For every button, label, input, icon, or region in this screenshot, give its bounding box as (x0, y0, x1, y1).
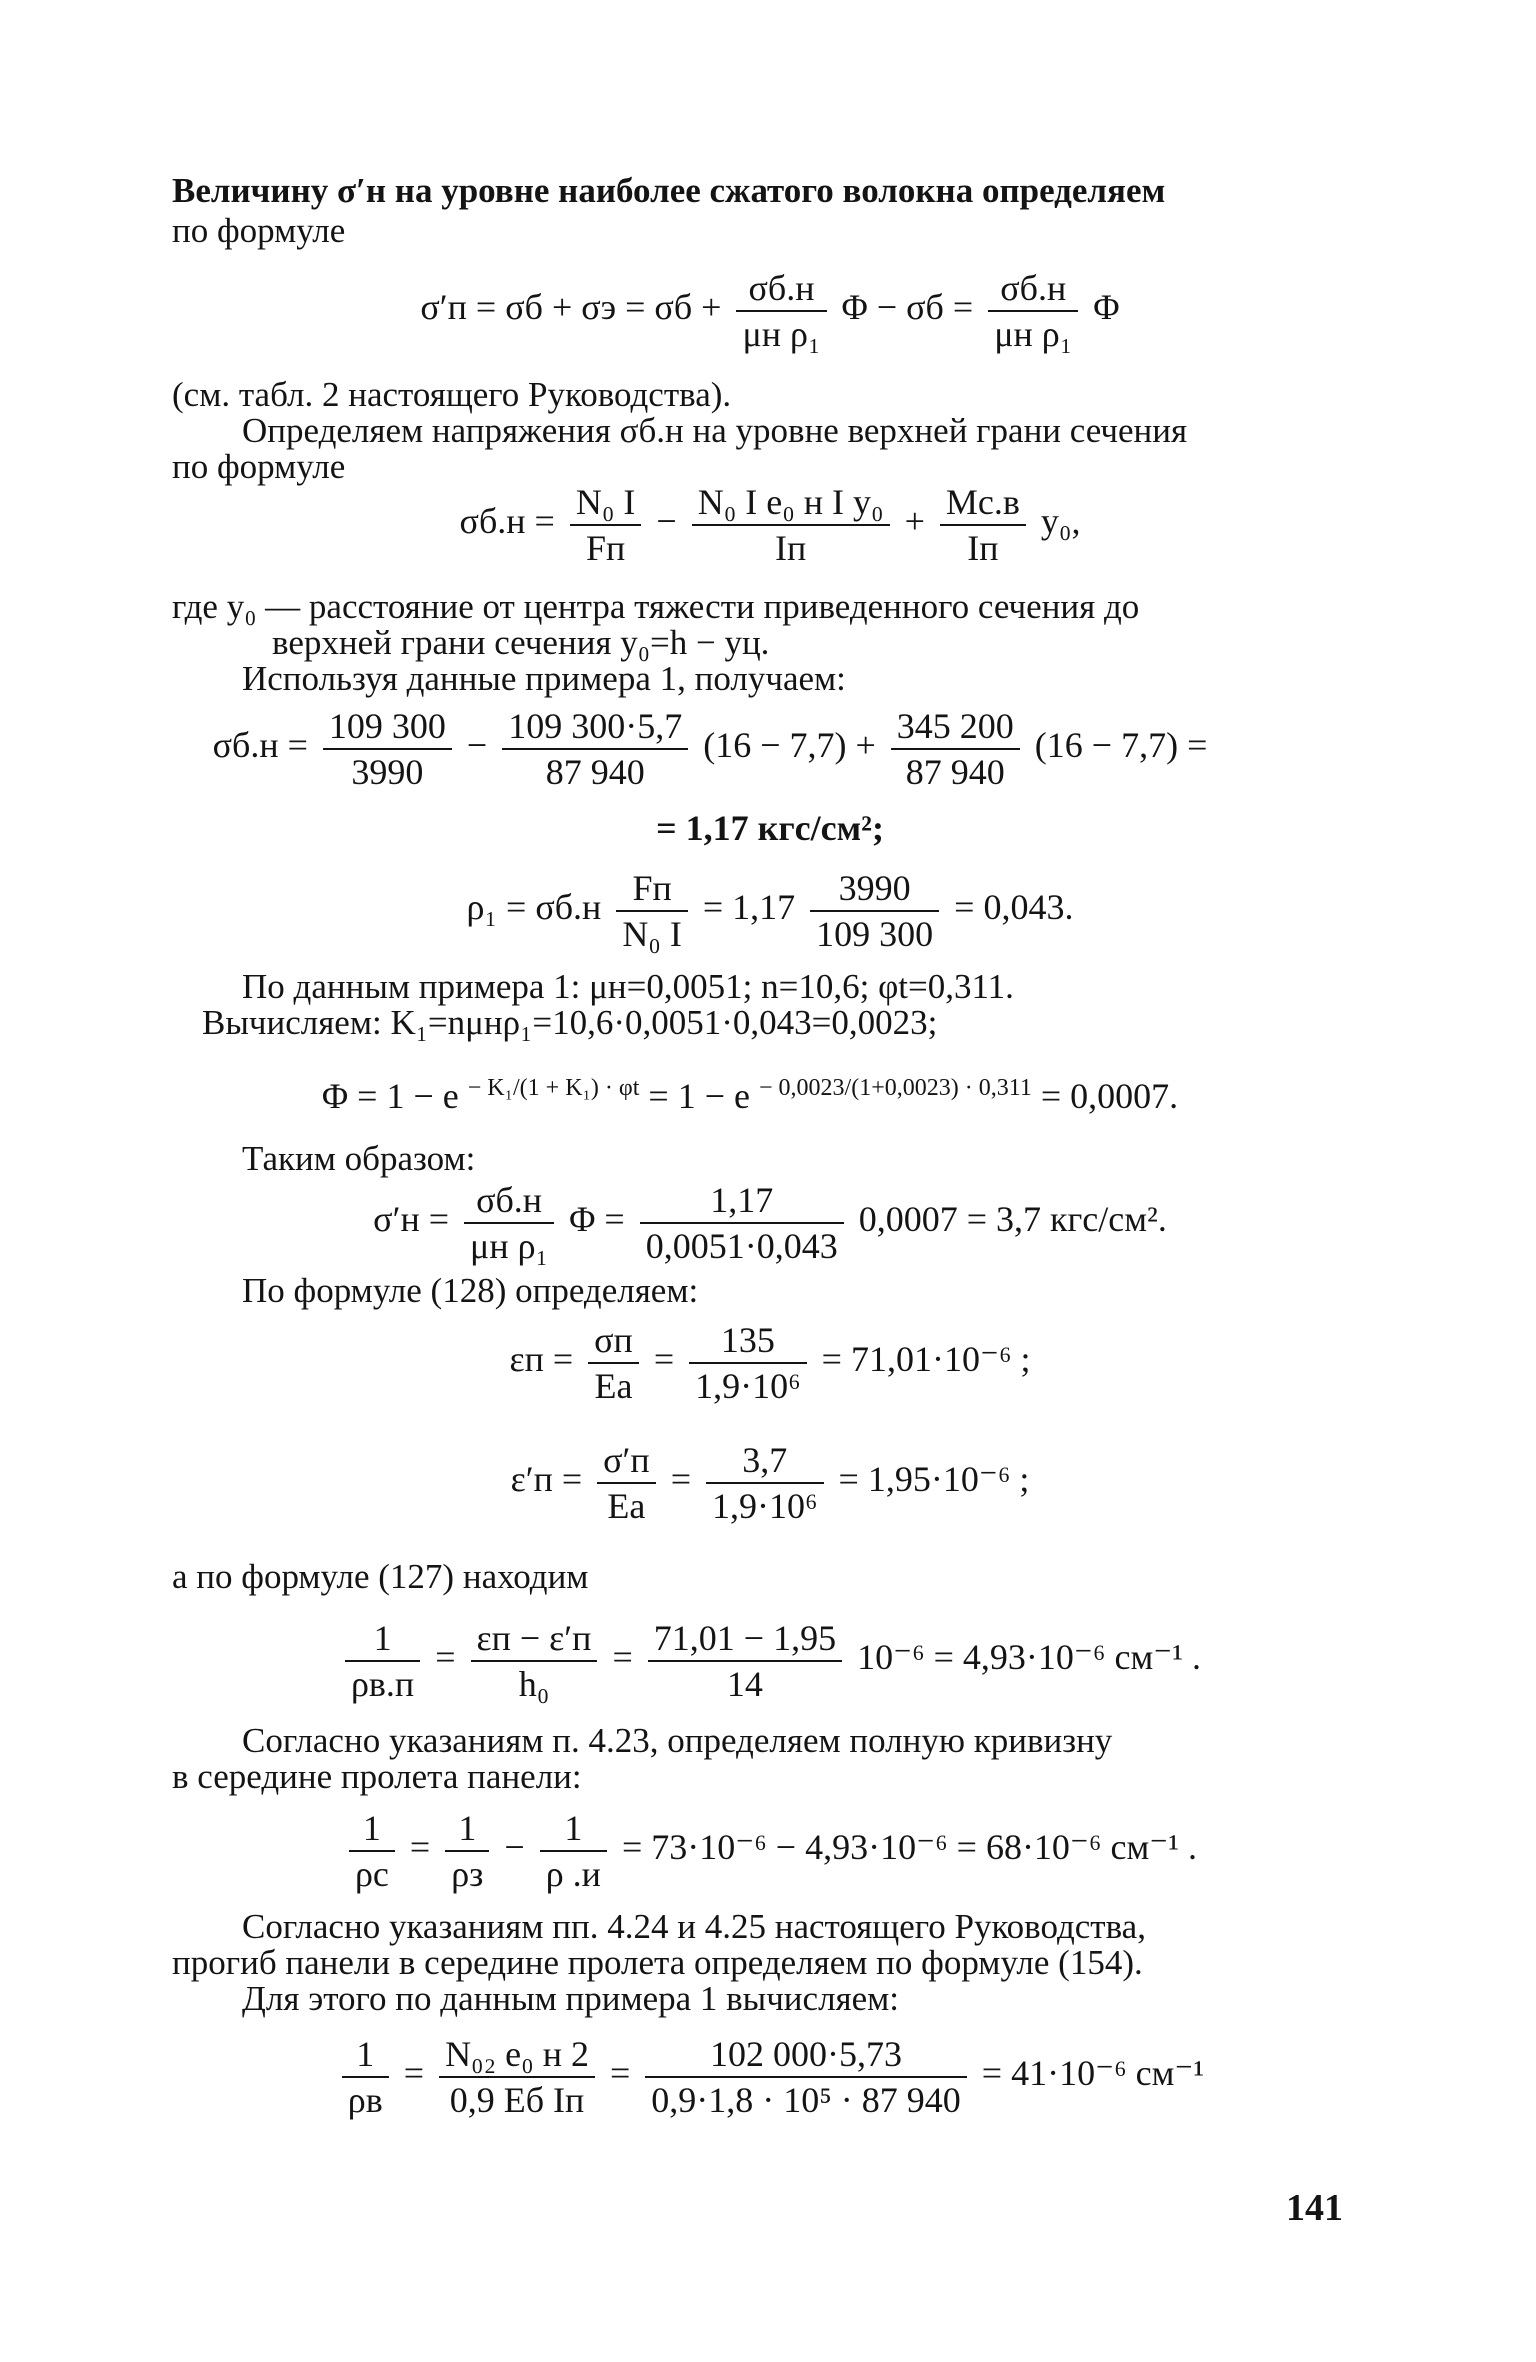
eq9-right: 10⁻⁶ = 4,93·10⁻⁶ см⁻¹ . (857, 1637, 1202, 1678)
eq4-fraction-1: $\frac{Fп}{\text{N₀ I}}$ (616, 868, 688, 954)
paragraph-where-line2: верхней грани сечения y₀=h − yц. (272, 623, 770, 662)
eq2-fraction-3: $\frac{Mс.в}{Iп}$ (940, 482, 1026, 568)
paragraph-where-line1: где y₀ — расстояние от центра тяжести приведенного сечения до (172, 587, 1140, 626)
eq4-fraction-2: $\frac{3990}{109 300}$ (810, 868, 939, 954)
eq2-fraction-2: $\frac{\text{N₀ I e₀ н I y₀}}{Iп}$ (692, 482, 890, 568)
eq3-fraction-1: $\frac{109 300}{3990}$ (323, 706, 452, 792)
eq2-fraction-1: $\frac{\text{N₀ I}}{Fп}$ (570, 482, 642, 568)
paragraph-per-4-23-line1: Согласно указаниям п. 4.23, определяем полную кривизну (242, 1721, 1113, 1760)
equation-sigma-b-n-result: = 1,17 кгс/см²; (656, 808, 884, 848)
eq9-fraction-2: $\frac{\varepsilon п - \varepsilon'п}{\text{h₀}}$ (471, 1618, 598, 1704)
eq10-op1: = (409, 1827, 431, 1868)
eq8-fraction-2: $\frac{3,7}{\text{1,9·10⁶}}$ (706, 1440, 824, 1526)
eq6-fraction-1: $\frac{\sigma б.н}{\text{μн ρ₁}}$ (464, 1180, 554, 1266)
eq10-fraction-1: $\frac{1}{\rho с}$ (349, 1808, 395, 1894)
eq8-fraction-1: $\frac{\sigma'п}{Eа}$ (597, 1440, 656, 1526)
eq5-exponent-2: − 0,0023/(1+0,0023) · 0,311 (759, 1075, 1032, 1101)
eq7-fraction-2: $\frac{135}{\text{1,9·10⁶}}$ (689, 1320, 807, 1406)
paragraph-table-reference: (см. табл. 2 настоящего Руководства). (172, 375, 732, 414)
eq8-mid: = (670, 1459, 691, 1500)
paragraph-per-4-24-line2: прогиб панели в середине пролета определяем по формуле (154). (172, 1943, 1143, 1982)
eq5-mid: = 1 − e (648, 1076, 750, 1116)
equation-epsilon-prime-p (100, 1440, 1440, 1526)
eq7-mid: = (653, 1339, 675, 1380)
equation-sigma-b-n (100, 482, 1440, 568)
paragraph-stress-line1: Определяем напряжения σб.н на уровне верхней грани сечения (242, 411, 1188, 450)
paragraph-formula-128: По формуле (128) определяем: (242, 1271, 699, 1310)
eq1-right: Φ (1093, 287, 1120, 328)
equation-epsilon-p (100, 1320, 1440, 1406)
eq2-left: σб.н = (459, 501, 555, 542)
paragraph-intro-line2: по формуле (172, 211, 346, 250)
eq7-left: εп = (509, 1339, 574, 1380)
eq7-right: = 71,01·10⁻⁶ ; (821, 1339, 1031, 1380)
eq9-op2: = (612, 1637, 633, 1678)
paragraph-example-data: По данным примера 1: μн=0,0051; n=10,6; φt=0,311. (242, 967, 1014, 1006)
eq11-op2: = (609, 2053, 631, 2094)
eq6-right: 0,0007 = 3,7 кгс/см². (858, 1199, 1167, 1240)
eq5-left: Φ = 1 − e (321, 1076, 459, 1116)
eq9-fraction-1: $\frac{1}{\rho в.п}$ (345, 1618, 420, 1704)
eq9-fraction-3: $\frac{71,01 - 1,95}{14}$ (648, 1618, 842, 1704)
eq4-right: = 0,043. (954, 887, 1074, 928)
eq5-right: = 0,0007. (1040, 1076, 1179, 1116)
eq11-fraction-3: $\frac{102 000\cdot 5,73}{\text{0,9·1,8 · 10⁵ · 87 940}}$ (645, 2034, 967, 2120)
eq3-left: σб.н = (212, 725, 308, 766)
paragraph-per-4-24-line3: Для этого по данным примера 1 вычисляем: (242, 1979, 900, 2018)
eq11-right: = 41·10⁻⁶ см⁻¹ (981, 2053, 1205, 2094)
paragraph-formula-127: а по формуле (127) находим (172, 1557, 589, 1596)
eq8-left: ε′п = (510, 1459, 583, 1500)
eq10-fraction-3: $\frac{1}{\rho .и}$ (540, 1808, 607, 1894)
equation-curvature-vp (100, 1618, 1440, 1704)
eq10-op2: − (504, 1827, 525, 1868)
eq3-right: (16 − 7,7) = (1034, 725, 1208, 766)
paragraph-per-4-24-line1: Согласно указаниям пп. 4.24 и 4.25 настоящего Руководства, (242, 1907, 1146, 1946)
eq1-fraction-2: $\frac{\sigma б.н}{\text{μн ρ₁}}$ (988, 268, 1078, 354)
eq3-fraction-2: $\frac{109 300\cdot 5,7}{87 940}$ (502, 706, 688, 792)
eq3-fraction-3: $\frac{345 200}{87 940}$ (891, 706, 1020, 792)
eq10-fraction-2: $\frac{1}{\rho з}$ (445, 1808, 489, 1894)
equation-phi (80, 1068, 1420, 1116)
equation-rho1 (100, 868, 1440, 954)
equation-sigma-prime-p (100, 268, 1440, 354)
eq7-fraction-1: $\frac{\sigma п}{Eа}$ (588, 1320, 639, 1406)
eq9-op1: = (435, 1637, 456, 1678)
paragraph-compute-k1: Вычисляем: K₁=nμнρ₁=10,6·0,0051·0,043=0,0023; (202, 1003, 938, 1042)
paragraph-per-4-23-line2: в середине пролета панели: (172, 1757, 582, 1796)
eq2-right: y₀, (1040, 501, 1081, 542)
equation-curvature-v (100, 2034, 1440, 2120)
equation-sigma-b-n-numeric (40, 706, 1380, 792)
page-number: 141 (1286, 2187, 1343, 2229)
eq11-fraction-1: $\frac{1}{\rho в}$ (342, 2034, 389, 2120)
eq1-fraction-1: $\frac{\sigma б.н}{\text{μн ρ₁}}$ (736, 268, 826, 354)
eq1-mid: Φ − σб = (841, 287, 974, 328)
equation-sigma-prime-n (100, 1180, 1440, 1266)
eq1-left: σ′п = σб + σэ = σб + (420, 287, 722, 328)
paragraph-thus: Таким образом: (242, 1139, 476, 1178)
eq2-op1: − (656, 501, 677, 542)
paragraph-intro-line1: Величину σ′н на уровне наиболее сжатого волокна определяем (172, 171, 1166, 210)
eq11-op1: = (403, 2053, 425, 2094)
eq5-exponent-1: − K₁/(1 + K₁) · φt (467, 1075, 640, 1101)
eq4-left: ρ₁ = σб.н (466, 887, 602, 928)
eq6-mid: Φ = (569, 1199, 625, 1240)
paragraph-stress-line2: по формуле (172, 447, 346, 486)
eq4-mid: = 1,17 (702, 887, 796, 928)
paragraph-using-example: Используя данные примера 1, получаем: (242, 659, 846, 698)
eq8-right: = 1,95·10⁻⁶ ; (838, 1459, 1030, 1500)
equation-full-curvature (100, 1808, 1440, 1894)
eq10-right: = 73·10⁻⁶ − 4,93·10⁻⁶ = 68·10⁻⁶ см⁻¹ . (621, 1827, 1198, 1868)
eq6-left: σ′н = (373, 1199, 450, 1240)
eq2-op2: + (904, 501, 925, 542)
eq6-fraction-2: $\frac{1,17}{0,0051\cdot 0,043}$ (640, 1180, 844, 1266)
eq11-fraction-2: $\frac{\text{N₀₂ e₀ н 2}}{\text{0,9 Eб Iп}}$ (439, 2034, 595, 2120)
eq3-mid: (16 − 7,7) + (703, 725, 876, 766)
eq3-op1: − (466, 725, 488, 766)
